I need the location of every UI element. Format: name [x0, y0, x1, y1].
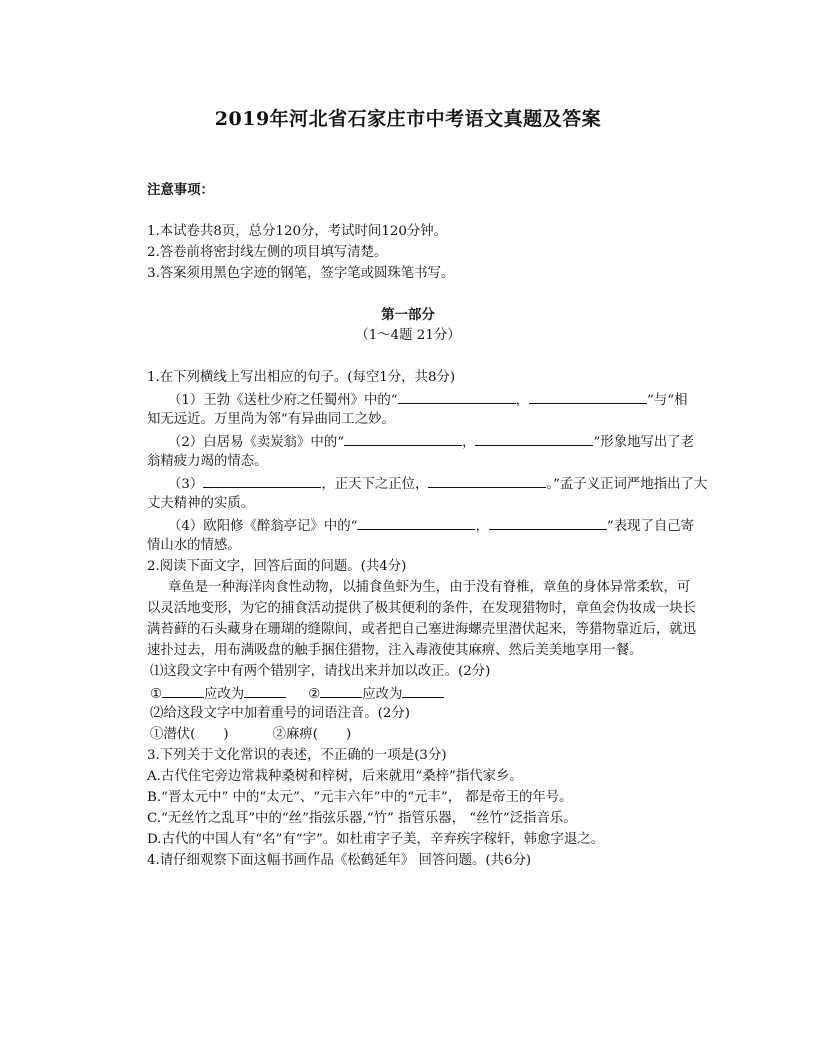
part1-subheading: （1～4题 21分） — [355, 328, 461, 343]
q1-s3-middle: ，正天下之正位， — [321, 477, 429, 492]
close-paren: ) — [223, 727, 229, 742]
answer-blank[interactable] — [402, 683, 444, 698]
q2-word-2: ②麻痹( — [272, 727, 319, 742]
answer-blank[interactable] — [320, 683, 362, 698]
q2-passage-line-2: 以灵活地变形，为它的捕食活动提供了极其便利的条件，在发现猎物时，章鱼会伪妆成一块长 — [147, 601, 697, 616]
q2-word-1: ①潜伏( — [150, 727, 196, 742]
q2-sub1-answers — [150, 683, 695, 705]
q1-s4-sep: ， — [475, 519, 489, 534]
answer-blank[interactable] — [244, 683, 286, 698]
notice-heading: 注意事项： — [147, 182, 214, 198]
answer-blank[interactable] — [475, 431, 593, 446]
answer-blank[interactable] — [344, 431, 462, 446]
q3-option-b: B.“晋太元中” 中的“太元”、“元丰六年”中的“元丰”， 都是帝王的年号。 — [147, 790, 573, 805]
q2-sub2: ⑵给这段文字中加着重号的词语注音。(2分) — [150, 706, 410, 721]
q1-s2-prefix: （2）白居易《卖炭翁》中的“ — [168, 435, 345, 450]
q2-passage-line-3: 满苔藓的石头藏身在珊瑚的缝隙间，或者把自己塞进海螺壳里潜伏起来，等猎物靠近后，就迅 — [147, 622, 697, 637]
answer-blank[interactable] — [489, 515, 607, 530]
q1-s2-continuation: 翁精疲力竭的情态。 — [147, 454, 268, 469]
q1-stem: 1.在下列横线上写出相应的句子。(每空1分，共8分) — [147, 370, 456, 385]
answer-blank[interactable] — [529, 389, 647, 404]
q1-sentence-1 — [168, 389, 713, 411]
q3-option-c: C.“无丝竹之乱耳”中的“丝”指弦乐器,“竹” 指管乐器， “丝竹”泛指音乐。 — [147, 811, 577, 826]
document-title: 2019年河北省石家庄市中考语文真题及答案 — [214, 108, 602, 130]
q1-s3-suffix: 。”孟子义正词严地指出了大 — [546, 477, 708, 492]
notice-item-2: 2.答卷前将密封线左侧的项目填写清楚。 — [147, 245, 388, 260]
notice-item-3: 3.答案须用黑色字迹的钢笔，签字笔或圆珠笔书写。 — [147, 266, 455, 281]
q1-s1-continuation: 知无远近。万里尚为邻”有异曲同工之妙。 — [147, 412, 395, 427]
q1-sentence-4 — [168, 515, 713, 537]
q2-sub2-answers — [150, 725, 695, 745]
notice-item-1: 1.本试卷共8页，总分120分，考试时间120分钟。 — [147, 224, 448, 239]
answer-blank[interactable] — [203, 473, 321, 488]
answer-blank[interactable] — [357, 515, 475, 530]
q1-sentence-3 — [168, 473, 713, 495]
q3-option-d: D.古代的中国人有“名”有“字”。如杜甫字子美，辛弃疾字稼轩，韩愈字退之。 — [147, 832, 605, 847]
q2-stem: 2.阅读下面文字，回答后面的问题。(共4分) — [147, 559, 407, 574]
q2-passage-line-1: 章鱼是一种海洋肉食性动物，以捕食鱼虾为生，由于没有脊椎，章鱼的身体异常柔软，可 — [168, 580, 691, 595]
q2-change-label-2: 应改为 — [362, 687, 403, 702]
q1-s1-suffix: ”与“相 — [647, 393, 688, 408]
q3-stem: 3.下列关于文化常识的表述，不正确的一项是(3分) — [147, 748, 447, 763]
q1-s2-suffix: ”形象地写出了老 — [593, 435, 695, 450]
q4-stem: 4.请仔细观察下面这幅书画作品《松鹤延年》 回答问题。(共6分) — [147, 853, 532, 868]
q1-s3-prefix: （3） — [168, 477, 204, 492]
q2-passage-line-4: 速扑过去，用布满吸盘的触手捆住猎物，注入毒液使其麻痹、然后美美地享用一餐。 — [147, 643, 643, 658]
q2-sub1: ⑴这段文字中有两个错别字，请找出来并加以改正。(2分) — [150, 664, 491, 679]
q1-sentence-2 — [168, 431, 713, 453]
answer-blank[interactable] — [428, 473, 546, 488]
part1-heading: 第一部分 — [381, 307, 435, 323]
q1-s1-prefix: （1）王勃《送杜少府之任蜀州》中的“ — [168, 393, 398, 408]
q1-s4-prefix: （4）欧阳修《醉翁亭记》中的“ — [168, 519, 358, 534]
answer-blank[interactable] — [398, 389, 516, 404]
answer-blank[interactable] — [162, 683, 204, 698]
q1-s1-sep: ， — [515, 393, 530, 408]
q1-s4-continuation: 情山水的情感。 — [147, 538, 241, 553]
q1-s2-sep: ， — [462, 435, 476, 450]
q2-mark-2: ② — [308, 687, 321, 702]
q2-mark-1: ① — [150, 687, 163, 702]
q1-s3-continuation: 丈夫精神的实质。 — [147, 496, 255, 511]
close-paren: ) — [346, 727, 352, 742]
q3-option-a: A.古代住宅旁边常栽种桑树和梓树，后来就用“桑梓”指代家乡。 — [147, 769, 523, 784]
q2-change-label-1: 应改为 — [204, 687, 245, 702]
q1-s4-suffix: ”表现了自己寄 — [606, 519, 695, 534]
